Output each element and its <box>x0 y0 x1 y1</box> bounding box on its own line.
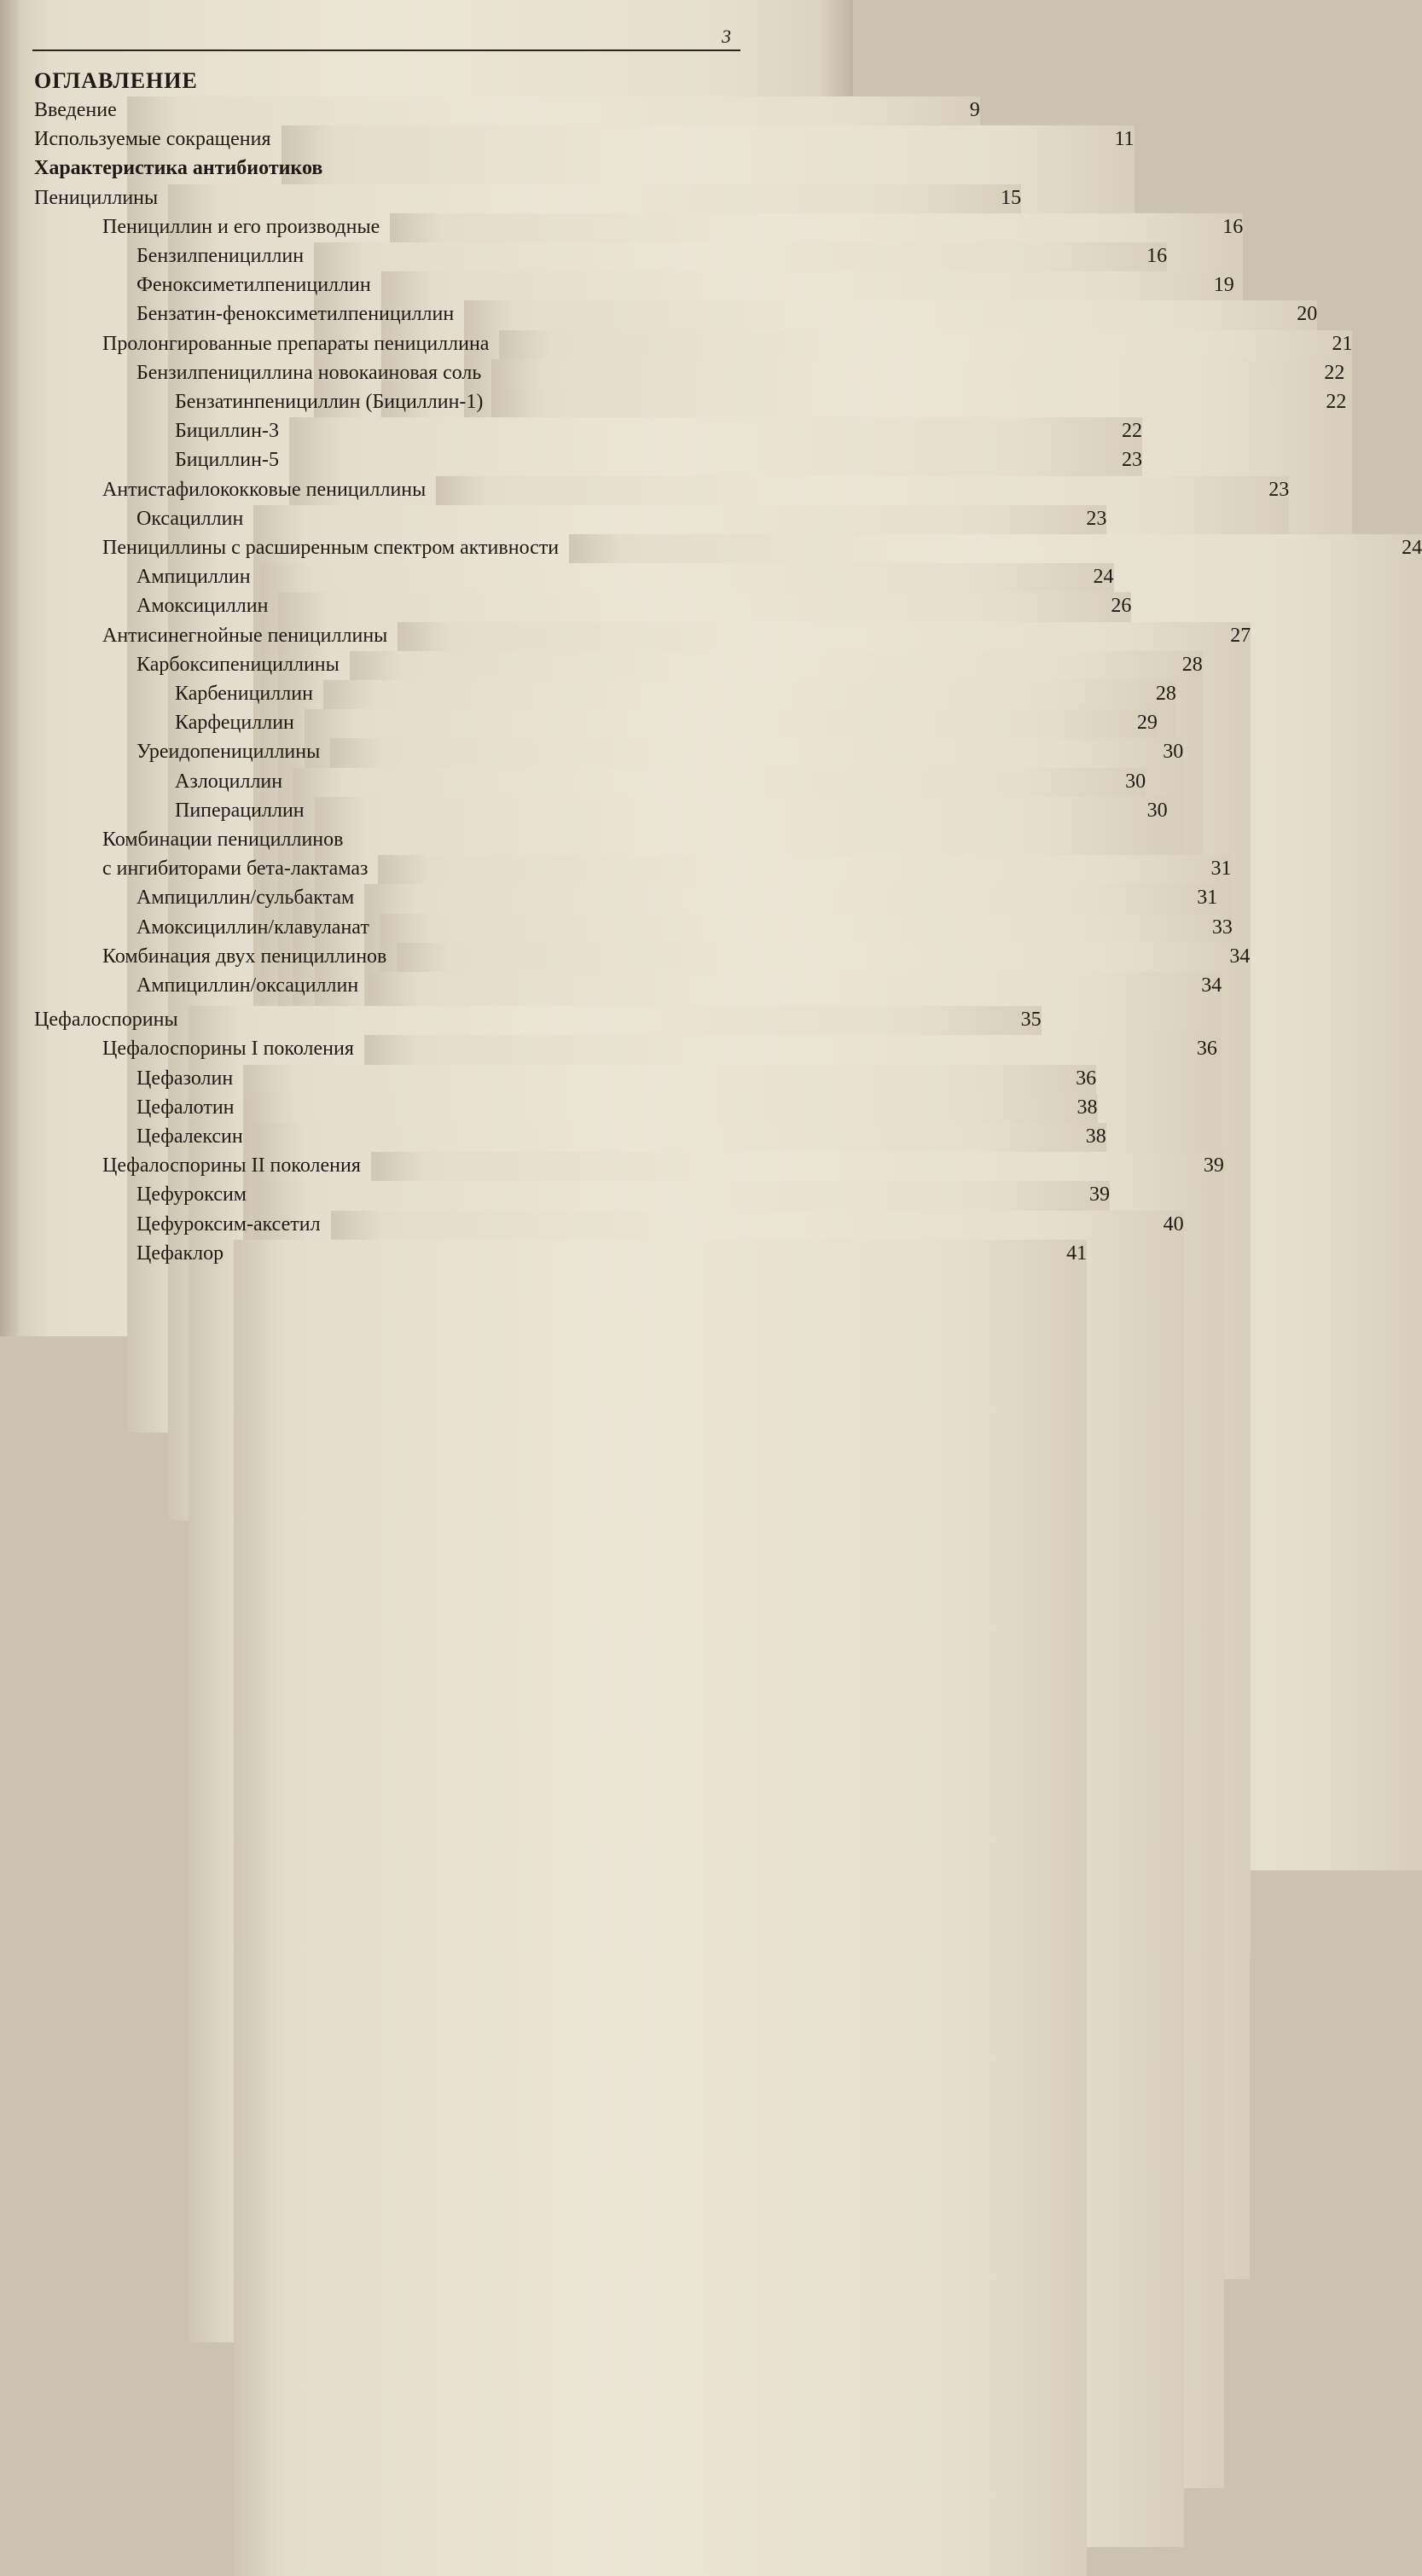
toc-entry-page: 38 <box>245 1094 1098 2430</box>
toc-entry-page: 22 <box>491 359 1344 1695</box>
toc-entry-page: 26 <box>278 592 1131 1928</box>
toc-entry <box>136 1123 1106 1150</box>
toc-entry <box>136 1181 1110 1208</box>
toc-entry-label: Бензатин-феноксиметилпенициллин <box>136 303 455 326</box>
toc-entry-label: Цефалоспорины <box>34 1009 178 1032</box>
toc-entry <box>136 563 1114 590</box>
toc-entry-page: 24 <box>261 563 1114 1899</box>
toc-entry <box>136 359 1345 387</box>
toc-entry-label: Азлоциллин <box>175 770 283 793</box>
toc-entry-page: 23 <box>289 446 1142 1782</box>
toc-entry-label: Пенициллины с расширенным спектром активности <box>102 537 560 559</box>
toc-entry-page: 40 <box>331 1211 1184 2547</box>
toc-entry-page: 35 <box>189 1006 1042 2342</box>
toc-entry-page: 19 <box>381 271 1234 1608</box>
toc-entry <box>136 242 1168 270</box>
toc-entry-page: 23 <box>436 476 1289 1812</box>
toc-entry-label: Цефаклор <box>136 1241 224 1265</box>
toc-entry-page: 9 <box>127 96 980 1433</box>
toc-entry-page: 16 <box>390 213 1243 1550</box>
toc-entry <box>102 943 1251 970</box>
toc-entry <box>136 738 1184 765</box>
toc-entry-page: 33 <box>380 914 1233 2250</box>
toc-entry-page: 39 <box>257 1181 1110 2517</box>
toc-entry <box>102 1035 1217 1062</box>
toc-entry-page: 34 <box>369 972 1222 2308</box>
toc-entry-page: 41 <box>234 1240 1087 2576</box>
toc-entry-label: Антистафилококковые пенициллины <box>102 478 427 501</box>
toc-entry-page: 22 <box>289 417 1142 1753</box>
toc-entry-label: Ампициллин/сульбактам <box>136 887 355 910</box>
toc-entry-page: 23 <box>253 505 1106 1841</box>
toc-entry <box>175 388 1347 416</box>
toc-entry <box>102 855 1232 882</box>
toc-entry-page: 21 <box>499 330 1352 1666</box>
toc-entry-label: Оксациллин <box>136 507 244 530</box>
toc-entry-page: 31 <box>364 884 1217 2220</box>
toc-entry-page: 39 <box>371 1152 1224 2488</box>
toc-entry-page: 30 <box>315 797 1168 2133</box>
toc-entry <box>102 1152 1224 1179</box>
toc-entry <box>102 213 1244 241</box>
toc-entry-label: Амоксициллин/клавуланат <box>136 916 369 939</box>
toc-entry-label: Используемые сокращения <box>34 128 271 151</box>
toc-entry-page: 34 <box>397 943 1250 2279</box>
toc-entry <box>102 330 1353 358</box>
toc-entry-page: 28 <box>350 651 1203 1987</box>
toc-entry-page: 38 <box>253 1123 1106 2459</box>
toc-entry <box>175 797 1168 824</box>
toc-entry-page: 29 <box>305 709 1158 2045</box>
toc-entry-label: Введение <box>34 99 117 121</box>
toc-entry-label: Бензилпенициллин <box>136 245 305 267</box>
toc-entry-label: Комбинации пенициллинов <box>102 829 344 851</box>
book-spine-shadow <box>0 0 19 1336</box>
toc-entry <box>175 768 1146 795</box>
toc-entry-label: Ампициллин <box>136 566 251 589</box>
toc-entry-label: Цефазолин <box>136 1067 234 1090</box>
toc-entry-label: Характеристика антибиотиков <box>34 157 323 180</box>
toc-entry-page: 30 <box>293 768 1146 2104</box>
toc-entry <box>136 1094 1098 1121</box>
toc-entry-page: 36 <box>243 1065 1096 2401</box>
toc-entry <box>175 446 1142 474</box>
toc-entry-label: Бициллин-3 <box>175 420 279 443</box>
toc-entry-page: 31 <box>378 855 1231 2191</box>
toc-entry <box>136 651 1203 678</box>
toc-entry-page: 16 <box>314 242 1167 1579</box>
toc-entry-label: Цефалоспорины I поколения <box>102 1038 354 1061</box>
toc-entry <box>136 300 1318 328</box>
toc-entry-label: Цефалексин <box>136 1125 243 1148</box>
toc-entry-label: Цефуроксим <box>136 1183 247 1207</box>
toc-entry <box>175 417 1142 445</box>
toc-entry-label: Пиперациллин <box>175 799 305 822</box>
toc-entry-label: Пролонгированные препараты пенициллина <box>102 332 490 355</box>
toc-entry-label: с ингибиторами бета-лактамаз <box>102 858 369 881</box>
toc-entry-label: Пенициллин и его производные <box>102 215 380 238</box>
toc-entry <box>175 680 1176 707</box>
toc-entry-page: 22 <box>493 388 1346 1724</box>
toc-entry-label: Бициллин-5 <box>175 449 279 472</box>
toc-entry-label: Ампициллин/оксациллин <box>136 974 359 997</box>
header-rule <box>32 49 740 51</box>
page-number: 3 <box>722 26 731 47</box>
toc-entry <box>136 1240 1088 1267</box>
toc-entry-label: Цефуроксим-аксетил <box>136 1212 321 1236</box>
toc-title: ОГЛАВЛЕНИЕ <box>34 68 198 93</box>
toc-entry <box>102 622 1251 649</box>
toc-entry-label: Карфециллин <box>175 712 294 735</box>
toc-entry <box>136 914 1233 941</box>
toc-entry <box>34 154 744 182</box>
toc-entry-page: 27 <box>398 622 1251 1958</box>
toc-entry-page: 28 <box>323 680 1176 2016</box>
toc-entry <box>102 826 744 853</box>
toc-entry-page: 11 <box>281 125 1135 1462</box>
toc-entry <box>136 972 1222 999</box>
toc-entry-label: Уреидопенициллины <box>136 741 321 764</box>
toc-entry-label: Бензатинпенициллин (Бициллин-1) <box>175 391 484 413</box>
toc-entry <box>102 476 1290 503</box>
toc-entry-label: Бензилпенициллина новокаиновая соль <box>136 361 482 384</box>
toc-entry <box>136 271 1234 299</box>
toc-entry-label: Цефалотин <box>136 1096 235 1119</box>
toc-entry-label: Амоксициллин <box>136 595 269 618</box>
toc-entry <box>102 534 1422 561</box>
toc-entry <box>136 505 1107 532</box>
toc-entry-page: 15 <box>168 184 1021 1521</box>
toc-entry-page: 30 <box>330 738 1183 2074</box>
toc-entry <box>136 1065 1097 1092</box>
toc-entry <box>34 184 1022 212</box>
toc-entry <box>34 96 980 124</box>
toc-entry <box>136 1211 1184 1238</box>
toc-entry <box>34 125 1135 153</box>
toc-entry <box>34 1006 1042 1033</box>
toc-entry-label: Антисинегнойные пенициллины <box>102 624 388 647</box>
toc-entry-page: 24 <box>569 534 1422 1870</box>
toc-entry-label: Феноксиметилпенициллин <box>136 274 371 297</box>
toc-entry-label: Цефалоспорины II поколения <box>102 1154 361 1178</box>
toc-entry <box>175 709 1158 736</box>
toc-entry-label: Пенициллины <box>34 186 159 209</box>
toc-entry <box>136 884 1218 911</box>
toc-entry-label: Карбоксипенициллины <box>136 653 340 676</box>
toc-entry-page: 20 <box>464 300 1317 1637</box>
toc-entry-page: 36 <box>364 1035 1217 2371</box>
toc-entry-label: Карбенициллин <box>175 683 313 705</box>
toc-entry-label: Комбинация двух пенициллинов <box>102 945 387 968</box>
toc-entry <box>136 592 1132 619</box>
